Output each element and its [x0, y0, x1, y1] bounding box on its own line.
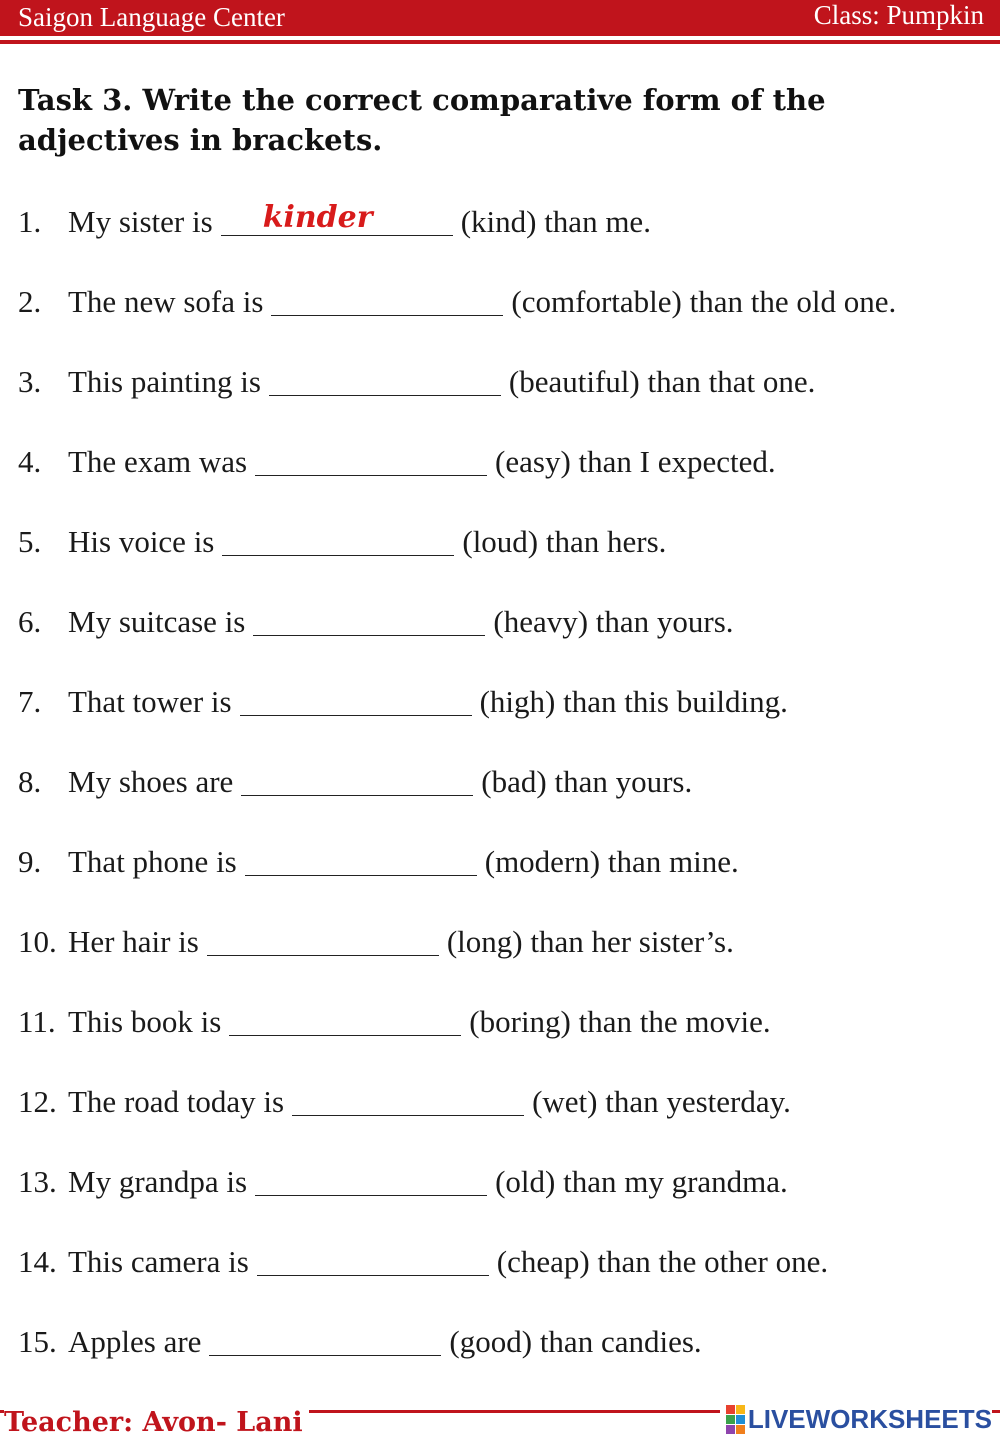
item-number: 12. — [18, 1084, 57, 1119]
answer-blank[interactable] — [269, 365, 501, 396]
item-number: 9. — [18, 844, 42, 879]
item-text-before: This painting is — [68, 364, 261, 399]
item-text-after: (old) than my grandma. — [495, 1164, 788, 1199]
answer-text: kinder — [262, 200, 373, 235]
answer-blank[interactable] — [222, 525, 454, 556]
exercise-item — [18, 680, 988, 760]
item-number: 1. — [18, 204, 42, 239]
task-title: Task 3. Write the correct comparative form of the adjectives in brackets. — [18, 83, 826, 157]
item-text-after: (modern) than mine. — [484, 844, 739, 879]
item-number: 3. — [18, 364, 42, 399]
exercise-item — [18, 440, 988, 520]
answer-blank[interactable] — [292, 1085, 524, 1116]
exercise-item — [18, 920, 988, 1000]
answer-blank[interactable] — [257, 1245, 489, 1276]
exercise-item — [18, 1080, 988, 1160]
exercise-item — [18, 360, 988, 440]
item-number: 6. — [18, 604, 42, 639]
item-text-before: My sister is — [68, 204, 213, 239]
exercise-item — [18, 1000, 988, 1080]
item-number: 2. — [18, 284, 42, 319]
item-text-after: (high) than this building. — [479, 684, 788, 719]
item-text-before: This camera is — [68, 1244, 249, 1279]
item-number: 15. — [18, 1324, 57, 1359]
answer-blank[interactable] — [271, 285, 503, 316]
exercise-item — [18, 600, 988, 680]
item-number: 10. — [18, 924, 57, 959]
exercise-item — [18, 840, 988, 920]
item-text-after: (long) than her sister’s. — [446, 924, 734, 959]
item-number: 11. — [18, 1004, 56, 1039]
liveworksheets-logo[interactable] — [720, 1404, 992, 1435]
item-text-before: That tower is — [68, 684, 232, 719]
item-text-after: (good) than candies. — [449, 1324, 702, 1359]
exercise-item — [18, 760, 988, 840]
item-text-before: Apples are — [68, 1324, 202, 1359]
item-text-before: The road today is — [68, 1084, 285, 1119]
liveworksheets-logo-icon — [726, 1405, 745, 1434]
exercise-item — [18, 1160, 988, 1240]
answer-blank[interactable] — [229, 1005, 461, 1036]
item-text-before: Her hair is — [68, 924, 199, 959]
header-divider — [0, 40, 1000, 44]
class-label: Class: Pumpkin — [813, 0, 984, 30]
item-number: 7. — [18, 684, 42, 719]
answer-blank[interactable] — [240, 685, 472, 716]
item-number: 13. — [18, 1164, 57, 1199]
item-text-before: This book is — [68, 1004, 222, 1039]
item-number: 4. — [18, 444, 42, 479]
item-text-before: His voice is — [68, 524, 215, 559]
liveworksheets-brand-text: LIVEWORKSHEETS — [747, 1404, 992, 1434]
exercise-list — [18, 200, 988, 1400]
answer-blank[interactable] — [255, 445, 487, 476]
item-text-after: (boring) than the movie. — [469, 1004, 771, 1039]
item-text-before: The exam was — [68, 444, 248, 479]
answer-blank[interactable] — [221, 200, 453, 236]
school-name: Saigon Language Center — [18, 2, 285, 32]
answer-blank[interactable] — [245, 845, 477, 876]
answer-blank[interactable] — [207, 925, 439, 956]
item-text-after: (heavy) than yours. — [493, 604, 734, 639]
answer-blank[interactable] — [255, 1165, 487, 1196]
item-number: 14. — [18, 1244, 57, 1279]
item-number: 5. — [18, 524, 42, 559]
exercise-item — [18, 520, 988, 600]
teacher-name: Teacher: Avon- Lani — [4, 1407, 309, 1438]
header-bar — [0, 0, 1000, 36]
exercise-item — [18, 1240, 988, 1320]
item-text-before: That phone is — [68, 844, 237, 879]
item-text-after: (loud) than hers. — [462, 524, 667, 559]
item-text-after: (comfortable) than the old one. — [511, 284, 897, 319]
exercise-item — [18, 280, 988, 360]
item-text-before: The new sofa is — [68, 284, 264, 319]
item-text-after: (wet) than yesterday. — [532, 1084, 791, 1119]
item-text-before: My shoes are — [68, 764, 234, 799]
item-text-after: (easy) than I expected. — [495, 444, 776, 479]
answer-blank[interactable] — [241, 765, 473, 796]
exercise-item — [18, 1320, 988, 1400]
answer-blank[interactable] — [253, 605, 485, 636]
item-text-before: My grandpa is — [68, 1164, 248, 1199]
item-text-before: My suitcase is — [68, 604, 246, 639]
answer-blank[interactable] — [209, 1325, 441, 1356]
item-number: 8. — [18, 764, 42, 799]
item-text-after: (beautiful) than that one. — [508, 364, 816, 399]
item-text-after: (cheap) than the other one. — [496, 1244, 829, 1279]
exercise-item — [18, 200, 988, 280]
item-text-after: (kind) than me. — [460, 204, 651, 239]
item-text-after: (bad) than yours. — [481, 764, 693, 799]
